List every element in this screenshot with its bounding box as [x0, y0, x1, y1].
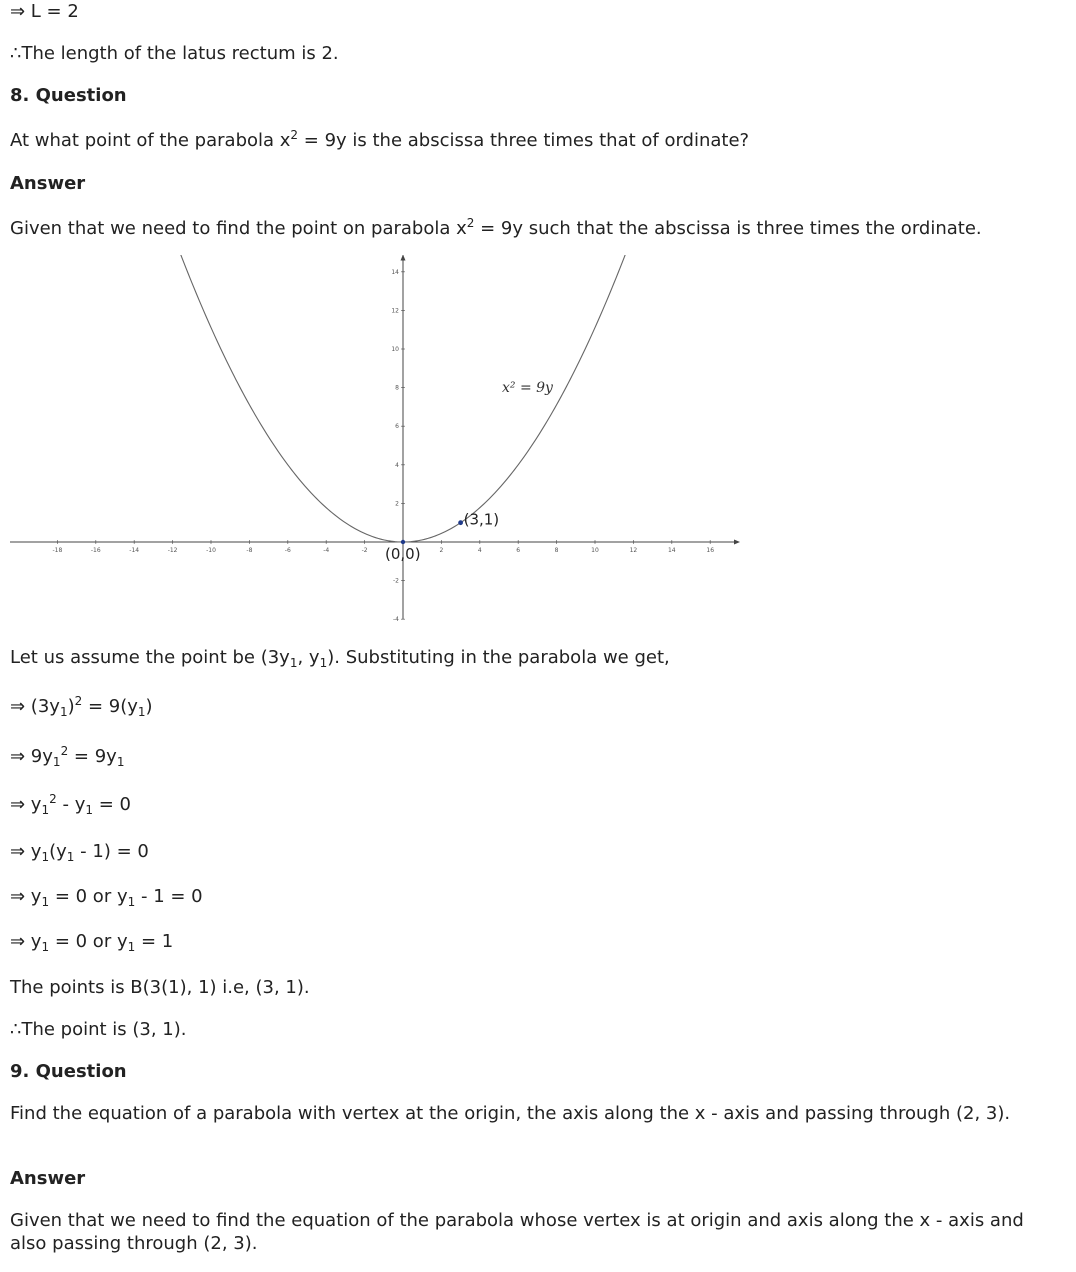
- y-axis-arrow: [401, 255, 406, 261]
- latus-rectum-conclusion: ∴The length of the latus rectum is 2.: [10, 43, 339, 64]
- points-statement: The points is B(3(1), 1) i.e, (3, 1).: [10, 977, 310, 998]
- answer-8-heading: Answer: [10, 173, 86, 194]
- l-equals-2-line: ⇒ L = 2: [10, 1, 79, 22]
- y-tick-label: 6: [395, 423, 399, 431]
- step-4: ⇒ $y_1(y_1 - 1) = 0$: [10, 841, 149, 864]
- y-tick-label: -4: [393, 616, 399, 624]
- x-tick-label: 6: [516, 547, 521, 554]
- y-tick-label: 12: [391, 307, 399, 315]
- question-9-text: Find the equation of a parabola with vertex at the origin, the axis along the x - axis and passing through (2, 3).: [10, 1103, 1011, 1124]
- answer-9-heading: Answer: [10, 1168, 86, 1189]
- question-9-heading: 9. Question: [10, 1061, 127, 1082]
- y-tick-label: 8: [395, 384, 399, 392]
- parabola-curve: [57, 255, 729, 542]
- y-tick-label: 4: [395, 461, 399, 469]
- given-statement-8: Given that we need to find the point on parabola $x^2 = 9y$ such that the abscissa is three times the ordinate.: [10, 216, 982, 239]
- y-tick-label: 14: [391, 268, 399, 276]
- x-tick-label: -10: [206, 547, 216, 554]
- x-tick-label: 16: [706, 547, 715, 554]
- given-statement-9: Given that we need to find the equation of the parabola whose vertex is at origin and axis along the x - axis and also passing through (2, 3).: [10, 1210, 1024, 1254]
- y-tick-label: 10: [391, 346, 399, 353]
- point-3-1-label: (3,1): [463, 510, 500, 529]
- x-tick-label: -14: [129, 547, 140, 554]
- y-tick-label: 2: [395, 500, 399, 508]
- equation-label: x² = 9y: [502, 380, 553, 396]
- step-1: ⇒ $(3y_1)^2 = 9(y_1)$: [10, 694, 153, 719]
- step-2: ⇒ $9y_1^2 = 9y_1$: [10, 744, 125, 769]
- question-8-heading: 8. Question: [10, 85, 127, 106]
- x-tick-label: -18: [52, 547, 63, 554]
- assume-point-text: Let us assume the point be ($3y_1$, $y_1$). Substituting in the parabola we get,: [10, 647, 670, 670]
- parabola-graph: [0, 255, 1076, 635]
- step-3: ⇒ $y_1^2 - y_1 = 0$: [10, 792, 131, 817]
- point-origin: [401, 540, 405, 544]
- x-tick-label: 12: [629, 547, 638, 554]
- x-tick-label: -6: [284, 547, 291, 554]
- x-axis-arrow: [734, 540, 740, 545]
- x-tick-label: 14: [667, 547, 676, 554]
- x-tick-label: -12: [167, 547, 178, 554]
- x-tick-label: 10: [591, 547, 599, 554]
- question-8-text: At what point of the parabola $x^2 = 9y$ is the abscissa three times that of ordinate?: [10, 128, 750, 151]
- y-tick-label: -2: [393, 577, 399, 585]
- x-tick-label: -4: [323, 547, 330, 554]
- point-3-1: [458, 520, 463, 525]
- x-tick-label: -2: [361, 547, 368, 554]
- x-tick-label: 4: [477, 547, 482, 554]
- x-tick-label: 8: [554, 547, 559, 554]
- x-tick-label: 2: [439, 547, 444, 554]
- x-tick-label: -16: [90, 547, 101, 554]
- x-tick-label: -8: [246, 547, 253, 554]
- origin-label: (0,0): [385, 545, 421, 563]
- point-conclusion: ∴The point is (3, 1).: [10, 1019, 187, 1040]
- step-6: ⇒ $y_1 = 0$ or $y_1 = 1$: [10, 931, 174, 954]
- step-5: ⇒ $y_1 = 0$ or $y_1 - 1 = 0$: [10, 886, 203, 909]
